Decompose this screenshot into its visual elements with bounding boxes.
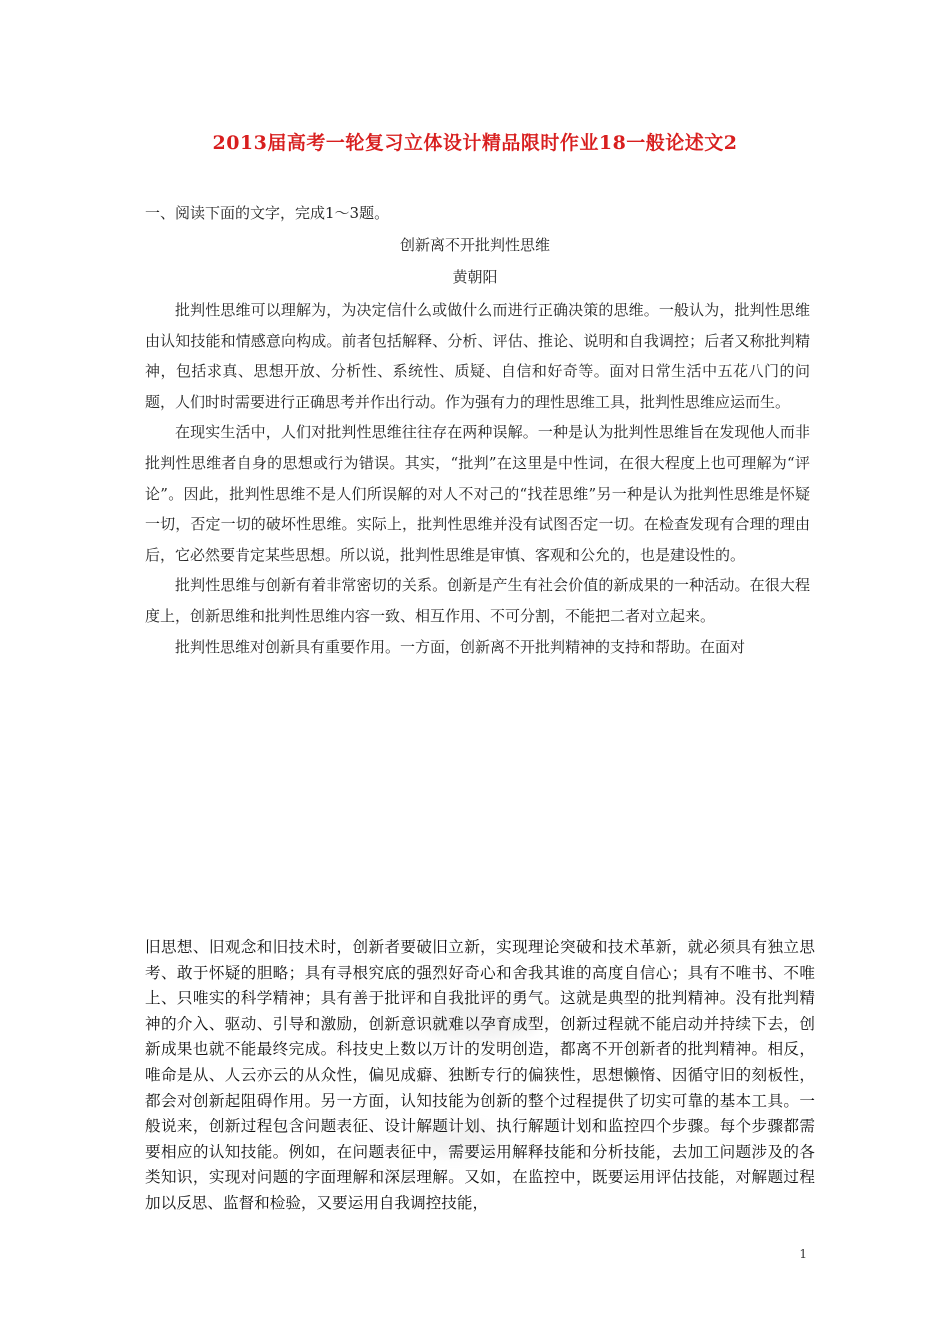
page-number: 1 xyxy=(799,1247,807,1261)
paragraph-4: 批判性思维对创新具有重要作用。一方面，创新离不开批判精神的支持和帮助。在面对 xyxy=(175,637,746,656)
paragraph-3: 批判性思维与创新有着非常密切的关系。创新是产生有社会价值的新成果的一种活动。在很大程度上，创新思维和批判性思维内容一致、相互作用、不可分割，不能把二者对立起来。 xyxy=(145,576,810,625)
paragraph-1: 批判性思维可以理解为，为决定信什么或做什么而进行正确决策的思维。一般认为，批判性思维由认知技能和情感意向构成。前者包括解释、分析、评估、推论、说明和自我调控；后者又称批判精神，包括求真、思想开放、分析性、系统性、质疑、自信和好奇等。面对日常生活中五花八门的问题，人们时时需要进行正确思考并作出行动。作为强有力的理性思维工具，批判性思维应运而生。 xyxy=(145,301,810,411)
article-body xyxy=(145,295,810,662)
article-author: 黄朝阳 xyxy=(452,268,498,286)
scanned-continuation-text: 旧思想、旧观念和旧技术时，创新者要破旧立新，实现理论突破和技术革新，就必须具有独立思考、敢于怀疑的胆略；具有寻根究底的强烈好奇心和舍我其谁的高度自信心；具有不唯书、不唯上、只唯实的科学精神；具有善于批评和自我批评的勇气。这就是典型的批判精神。没有批判精神的介入、驱动、引导和激励，创新意识就难以孕育成型，创新过程就不能启动并持续下去，创新成果也就不能最终完成。科技史上数以万计的发明创造，都离不开创新者的批判精神。相反，唯命是从、人云亦云的从众性，偏见成癖、独断专行的偏狭性，思想懒惰、因循守旧的刻板性，都会对创新起阻碍作用。另一方面，认知技能为创新的整个过程提供了切实可靠的基本工具。一般说来，创新过程包含问题表征、设计解题计划、执行解题计划和监控四个步骤。每个步骤都需要相应的认知技能。例如，在问题表征中，需要运用解释技能和分析技能，去加工问题涉及的各类知识，实现对问题的字面理解和深层理解。又如，在监控中，既要运用评估技能，对解题过程加以反思、监督和检验，又要运用自我调控技能， xyxy=(145,938,815,1212)
question-intro: 一、阅读下面的文字，完成1～3题。 xyxy=(145,204,390,222)
article-title: 创新离不开批判性思维 xyxy=(399,236,550,254)
document-title: 2013届高考一轮复习立体设计精品限时作业18一般论述文2 xyxy=(212,132,738,154)
paragraph-2: 在现实生活中，人们对批判性思维往往存在两种误解。一种是认为批判性思维旨在发现他人而非批判性思维者自身的思想或行为错误。其实，“批判”在这里是中性词，在很大程度上也可理解为“评论”。因此，批判性思维不是人们所误解的对人不对己的“找茬思维”另一种是认为批判性思维是怀疑一切，否定一切的破坏性思维。实际上，批判性思维并没有试图否定一切。在检查发现有合理的理由后，它必然要肯定某些思想。所以说，批判性思维是审慎、客观和公允的，也是建设性的。 xyxy=(145,423,810,564)
